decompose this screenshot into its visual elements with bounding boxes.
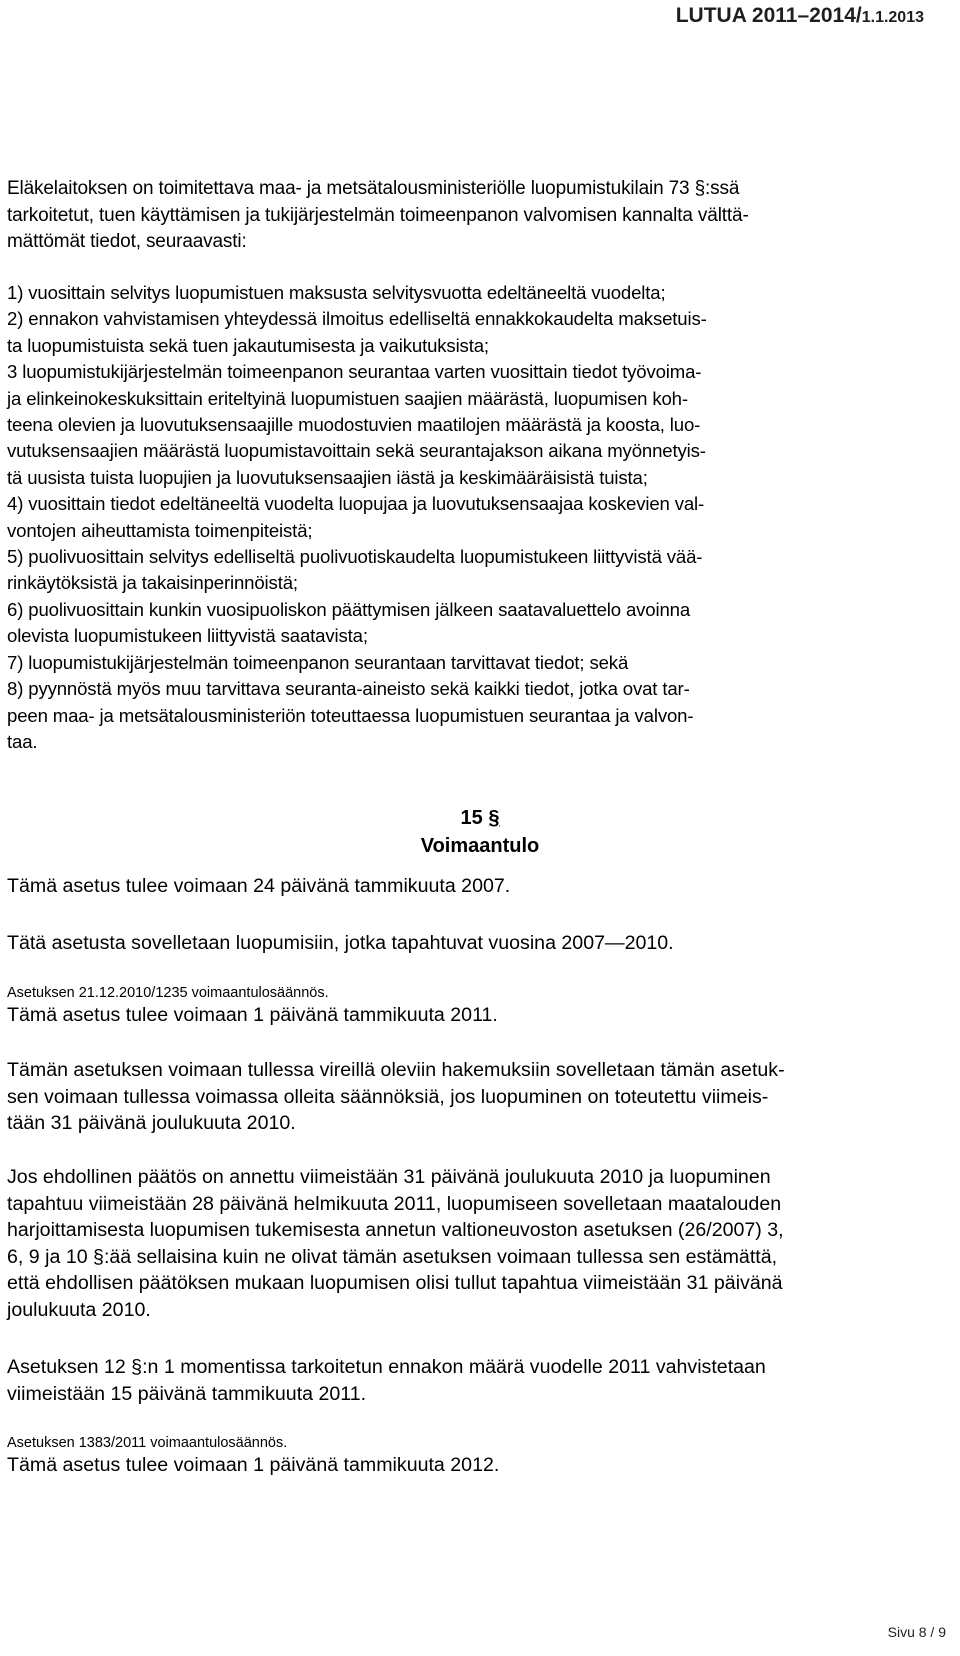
text-line: että ehdollisen päätöksen mukaan luopumisen olisi tullut tapahtua viimeistään 31 päivänä <box>7 1272 783 1295</box>
list-line: 3 luopumistukijärjestelmän toimeenpanon seurantaa varten vuosittain tiedot työvoima- <box>7 361 702 383</box>
text-line: tapahtuu viimeistään 28 päivänä helmikuuta 2011, luopumiseen sovelletaan maatalouden <box>7 1192 782 1215</box>
list-line: rinkäytöksistä ja takaisinperinnöistä; <box>7 572 298 594</box>
entry-2011-paragraph: Tämä asetus tulee voimaan 1 päivänä tammikuuta 2011. <box>7 1004 498 1026</box>
text-line: viimeistään 15 päivänä tammikuuta 2011. <box>7 1382 367 1405</box>
text-line: Asetuksen 12 §:n 1 momentissa tarkoitetun ennakon määrä vuodelle 2011 vahvistetaan <box>7 1356 766 1378</box>
list-line: vontojen aiheuttamista toimenpiteistä; <box>7 519 313 541</box>
document-title: LUTUA 2011–2014/ <box>675 4 862 27</box>
entry-2012-paragraph: Tämä asetus tulee voimaan 1 päivänä tammikuuta 2012. <box>7 1454 500 1476</box>
entry-into-force-paragraph: Tämä asetus tulee voimaan 24 päivänä tammikuuta 2007. <box>7 875 511 897</box>
application-paragraph: Tätä asetusta sovelletaan luopumisiin, jotka tapahtuvat vuosina 2007—2010. <box>7 932 674 954</box>
list-line: 5) puolivuosittain selvitys edelliseltä puolivuotiskaudelta luopumistukeen liittyvistä vää- <box>7 546 703 568</box>
list-line: 1) vuosittain selvitys luopumistuen maksusta selvitysvuotta edeltäneeltä vuodelta; <box>7 282 666 303</box>
text-line: joulukuuta 2010. <box>7 1298 151 1321</box>
page-number: Sivu 8 / 9 <box>887 1624 946 1640</box>
list-line: vutuksensaajien määrästä luopumistavoittain sekä seurantajakson aikana myönnetyis- <box>7 440 706 462</box>
text-line: mättömät tiedot, seuraavasti: <box>7 231 247 252</box>
list-line: 4) vuosittain tiedot edeltäneeltä vuodelta luopujaa ja luovutuksensaajaa koskevien val- <box>7 493 705 515</box>
list-line: tä uusista tuista luopujien ja luovutuksensaajien iästä ja keskimääräisistä tuista; <box>7 466 648 488</box>
advance-paragraph <box>7 1354 947 1407</box>
text-line: Eläkelaitoksen on toimitettava maa- ja metsätalousministeriölle luopumistukilain 73 §:ssä <box>7 178 740 199</box>
pending-applications-paragraph <box>7 1057 947 1137</box>
list-line: peen maa- ja metsätalousministeriön toteuttaessa luopumistuen seurantaa ja valvon- <box>7 704 694 726</box>
amendment-note-2: Asetuksen 1383/2011 voimaantulosäännös. <box>7 1435 288 1451</box>
list-line: ta luopumistuista sekä tuen jakautumisesta ja vaikutuksista; <box>7 334 489 356</box>
text-line: sen voimaan tullessa voimassa olleita säännöksiä, jos luopuminen on toteutettu viimeis- <box>7 1085 769 1108</box>
list-line: 2) ennakon vahvistamisen yhteydessä ilmoitus edelliseltä ennakkokaudelta maksetuis- <box>7 308 707 330</box>
text-line: Tämän asetuksen voimaan tullessa vireillä oleviin hakemuksiin sovelletaan tämän asetuk- <box>7 1059 785 1081</box>
section-number-text: 15 <box>460 807 483 829</box>
list-line: 6) puolivuosittain kunkin vuosipuoliskon päättymisen jälkeen saatavaluettelo avoinna <box>7 598 691 620</box>
reporting-list <box>7 280 947 755</box>
list-line: ja elinkeinokeskuksittain eriteltyinä luopumistuen saajien määrästä, luopumisen koh- <box>7 387 688 409</box>
section-symbol: § <box>488 807 500 829</box>
list-line: 8) pyynnöstä myös muu tarvittava seuranta-aineisto sekä kaikki tiedot, jotka ovat tar- <box>7 678 690 700</box>
list-line: taa. <box>7 730 38 752</box>
section-number <box>0 807 960 830</box>
text-line: tään 31 päivänä joulukuuta 2010. <box>7 1112 296 1135</box>
document-date: 1.1.2013 <box>861 9 924 26</box>
list-line: olevista luopumistukeen liittyvistä saatavista; <box>7 625 368 647</box>
text-line: harjoittamisesta luopumisen tukemisesta annetun valtioneuvoston asetuksen (26/2007) 3, <box>7 1219 784 1242</box>
intro-paragraph <box>7 176 947 256</box>
amendment-note: Asetuksen 21.12.2010/1235 voimaantulosäännös. <box>7 985 329 1001</box>
text-line: 6, 9 ja 10 §:ää sellaisina kuin ne olivat tämän asetuksen voimaan tullessa sen estämättä, <box>7 1245 778 1268</box>
section-title: Voimaantulo <box>420 835 540 857</box>
list-line: teena olevien ja luovutuksensaajille muodostuvien maatilojen määrästä ja koosta, luo- <box>7 414 701 436</box>
conditional-decision-paragraph <box>7 1164 947 1324</box>
text-line: Jos ehdollinen päätös on annettu viimeistään 31 päivänä joulukuuta 2010 ja luopuminen <box>7 1166 771 1188</box>
text-line: tarkoitetut, tuen käyttämisen ja tukijärjestelmän toimeenpanon valvomisen kannalta välttä- <box>7 204 749 226</box>
list-line: 7) luopumistukijärjestelmän toimeenpanon seurantaan tarvittavat tiedot; sekä <box>7 651 629 673</box>
document-header <box>676 4 924 28</box>
